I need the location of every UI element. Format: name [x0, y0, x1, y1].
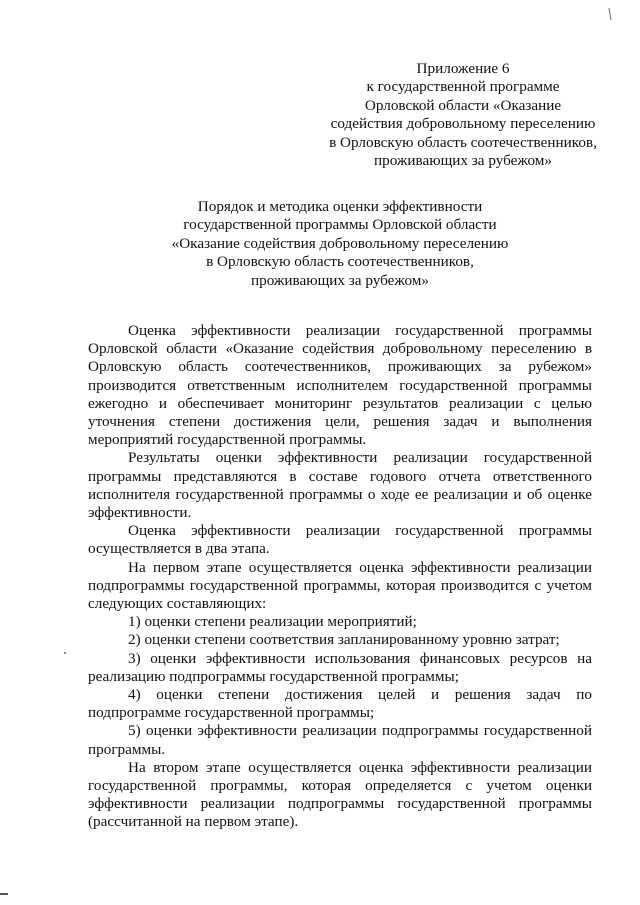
scan-mark — [607, 8, 613, 20]
body-paragraph: На первом этапе осуществляется оценка эффективности реализации подпрограммы государственной программы, которая производится с учетом следующих составляющих: — [88, 558, 592, 613]
body-paragraph: На втором этапе осуществляется оценка эффективности реализации государственной программы, которая определяется с учетом оценки эффективности реализации подпрограммы государственной программы (рассчитанной на первом этапе). — [88, 758, 592, 831]
appendix-line: в Орловскую область соотечественников, — [329, 133, 597, 151]
appendix-line: проживающих за рубежом» — [373, 152, 553, 170]
document-body — [88, 322, 592, 832]
title-line: государственной программы Орловской области — [183, 216, 497, 234]
appendix-line: к государственной программе — [366, 78, 560, 96]
title-line: в Орловскую область соотечественников, — [206, 253, 474, 271]
appendix-header — [318, 60, 608, 170]
body-paragraph: Результаты оценки эффективности реализации государственной программы представляются в составе годового отчета ответственного исполнителя государственной программы о ходе ее реализации и об оценке эффективности. — [88, 449, 592, 522]
appendix-line: Приложение 6 — [416, 60, 510, 77]
title-line: Порядок и методика оценки эффективности — [197, 198, 483, 215]
list-item: 4) оценки степени достижения целей и решения задач по подпрограмме государственной программы; — [88, 686, 592, 722]
appendix-line: Орловской области «Оказание — [364, 96, 562, 114]
scan-speck — [64, 652, 66, 654]
list-item: 2) оценки степени соответствия запланированному уровню затрат; — [128, 631, 560, 649]
body-paragraph: Оценка эффективности реализации государственной программы Орловской области «Оказание содействия добровольному переселению в Орловскую область соотечественников, проживающих за рубежом» производится ответственным исполнителем государственной программы ежегодно и обеспечивает мониторинг результатов реализации с целью уточнения степени достижения цели, решения задач и выполнения мероприятий государственной программы. — [88, 322, 592, 449]
document-title — [150, 198, 530, 290]
body-paragraph: Оценка эффективности реализации государственной программы осуществляется в два этапа. — [88, 522, 592, 558]
list-item: 5) оценки эффективности реализации подпрограммы государственной программы. — [88, 722, 592, 758]
title-line: проживающих за рубежом» — [250, 271, 430, 289]
list-item: 3) оценки эффективности использования финансовых ресурсов на реализацию подпрограммы государственной программы; — [88, 649, 592, 685]
scan-edge-mark — [0, 893, 8, 895]
title-line: «Оказание содействия добровольному переселению — [171, 234, 509, 252]
list-item: 1) оценки степени реализации мероприятий; — [128, 613, 417, 631]
appendix-line: содействия добровольному переселению — [330, 115, 596, 133]
